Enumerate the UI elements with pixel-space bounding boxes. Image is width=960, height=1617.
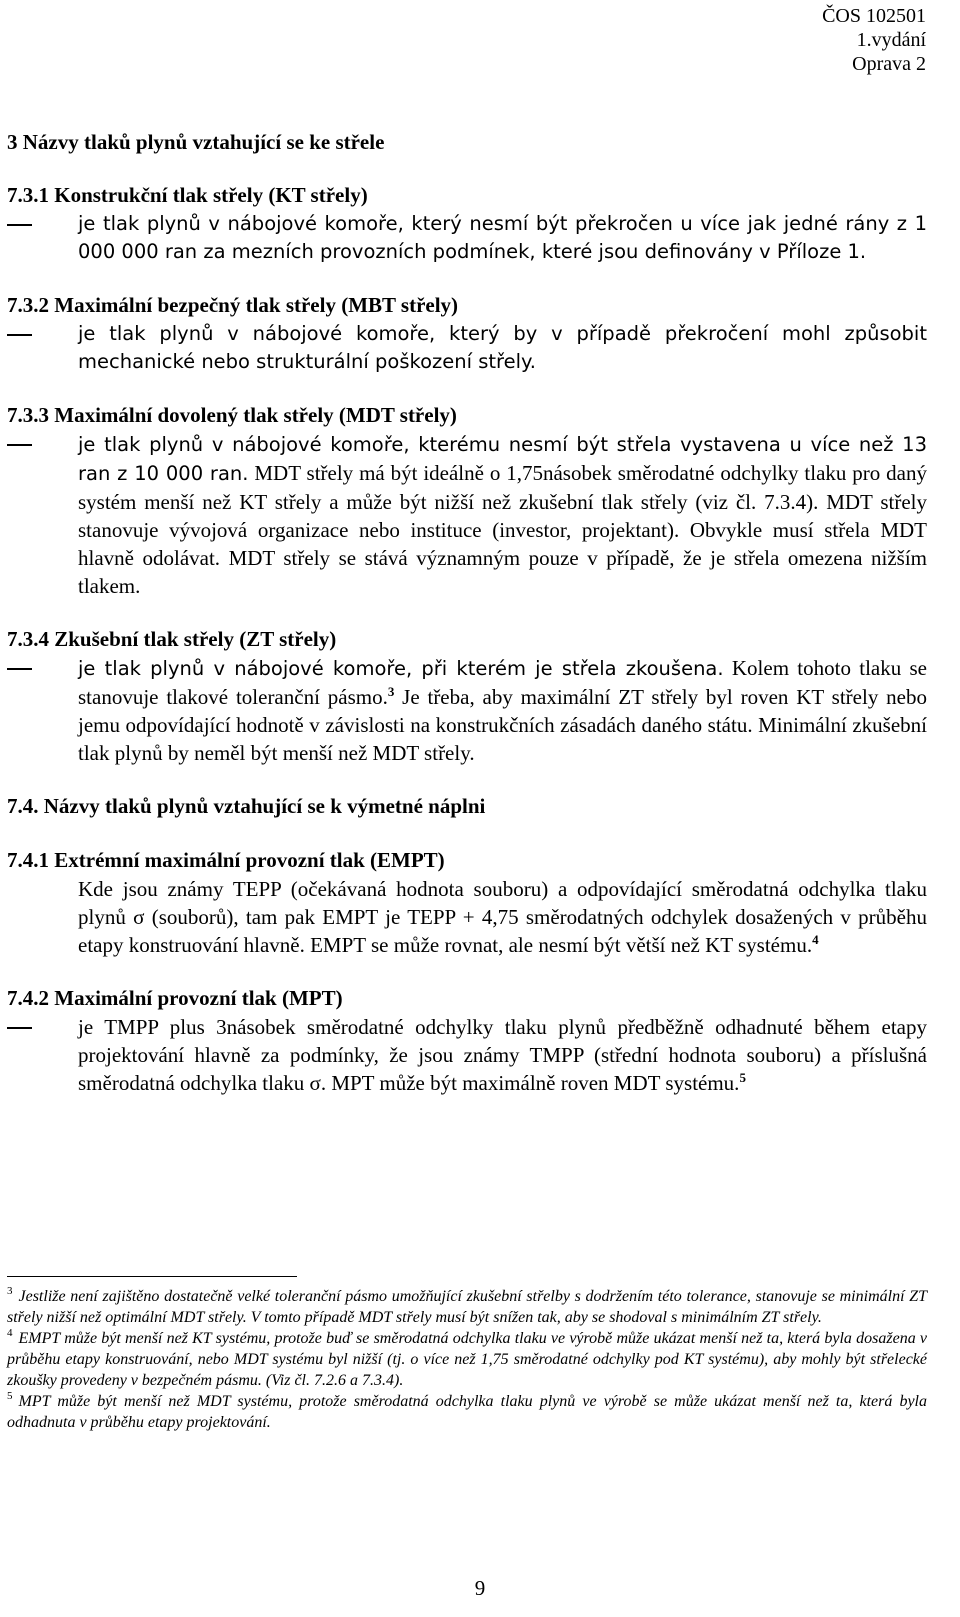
subsection-title: 7.4.1 Extrémní maximální provozní tlak (EMPT)	[7, 848, 445, 872]
footnote-number: 4	[7, 1327, 13, 1339]
dash-bullet	[7, 444, 32, 446]
subsection-7-4-1	[7, 846, 927, 959]
definition-text-part: je tlak plynů v nábojové komoře, při kterém je střela zkoušena.	[78, 657, 724, 680]
subsection-7-3-2	[7, 291, 927, 376]
footnote	[7, 1391, 927, 1433]
subsection-title: 7.4.2 Maximální provozní tlak (MPT)	[7, 986, 343, 1010]
footnote	[7, 1328, 927, 1391]
definition-text-part: je tlak plynů v nábojové komoře, kterému nesmí být střela vystavena u více než 13 ran z 10 000 ran.	[78, 433, 927, 485]
footnote-separator	[7, 1276, 297, 1277]
definition-item	[7, 210, 927, 266]
definition-text-part: je TMPP plus 3násobek směrodatné odchylky tlaku plynů předběžně odhadnuté během etapy projektování hlavně za podmínky, že jsou známy TMPP (střední hodnota souboru) a příslušná směrodatná odchylka tlaku σ. MPT může být maximálně roven MDT systému.	[78, 1015, 927, 1095]
definition-text	[78, 430, 927, 600]
footnote-text: EMPT může být menší než KT systému, protože buď se směrodatná odchylka tlaku ve výrobě může ukázat menší než ta, která byla dosažena v průběhu etapy konstruování, nebo MDT systému byl nižší (tj. o více než 1,75 směrodatné odchylky pod KT systému), aby mohly být střelecké zkoušky provedeny v bezpečném pásmu. (Viz čl. 7.2.6 a 7.3.4).	[7, 1330, 927, 1389]
subsection-7-3-3	[7, 401, 927, 600]
definition-item	[7, 875, 927, 959]
subsection-7-4	[7, 792, 927, 821]
footnote-reference[interactable]: 3	[387, 684, 395, 699]
footnote-reference[interactable]: 4	[812, 932, 819, 947]
dash-bullet	[7, 334, 32, 336]
standard-number: ČOS 102501	[822, 5, 926, 27]
definition-item	[7, 320, 927, 376]
subsection-7-4-2	[7, 984, 927, 1097]
dash-bullet	[7, 1027, 32, 1029]
definition-item	[7, 1013, 927, 1097]
footnote-number: 5	[7, 1390, 13, 1402]
subsection-7-3-1	[7, 181, 927, 266]
subsection-7-3-4	[7, 625, 927, 767]
document-body	[7, 128, 927, 1122]
definition-text: je tlak plynů v nábojové komoře, který nesmí být překročen u více jak jedné rány z 1 000 000 ran za mezních provozních podmínek, které jsou definovány v Příloze 1.	[78, 212, 927, 263]
subsection-title: 7.3.4 Zkušební tlak střely (ZT střely)	[7, 627, 337, 651]
definition-item	[7, 430, 927, 600]
page-number: 9	[474, 1576, 486, 1600]
document-header	[822, 4, 926, 76]
definition-text-part: Kde jsou známy TEPP (očekávaná hodnota souboru) a odpovídající směrodatná odchylka tlaku plynů σ (souborů), tam pak EMPT je TEPP + 4,75 směrodatných odchylek dosažených v průběhu etapy konstruování hlavně. EMPT se může rovnat, ale nesmí být větší než KT systému.	[78, 877, 927, 957]
footnote-text: Jestliže není zajištěno dostatečně velké toleranční pásmo umožňující zkušební střelby s dodržením této tolerance, stanovuje se minimální ZT střely nižší než optimální MDT střely. V tomto případě MDT střely musí být snížen tak, aby se shodoval s minimálním ZT střely.	[7, 1288, 927, 1326]
dash-bullet	[7, 668, 32, 670]
amendment: Oprava 2	[852, 53, 926, 75]
definition-text-part: Je třeba, aby maximální ZT střely byl roven KT střely nebo jemu odpovídající hodnotě v závislosti na konstrukčních zásadách daného státu. Minimální zkušební tlak plynů by neměl být menší než MDT střely.	[78, 685, 927, 765]
definition-text-part: MDT střely má být ideálně o 1,75násobek směrodatné odchylky tlaku pro daný systém menší než KT střely a může být nižší než zkušební tlak střely (viz čl. 7.3.4). MDT střely stanovuje vývojová organizace nebo instituce (investor, projektant). Obvykle musí střela MDT hlavně odolávat. MDT střely se stává významným pouze v případě, že je střela omezena nižším tlakem.	[78, 461, 927, 598]
section-title: 3 Názvy tlaků plynů vztahující se ke střele	[7, 130, 385, 154]
edition: 1.vydání	[856, 29, 926, 51]
definition-text-part: Kolem tohoto tlaku se stanovuje tlakové toleranční pásmo.	[78, 656, 928, 709]
dash-bullet	[7, 224, 32, 226]
footnotes	[7, 1286, 927, 1433]
subsection-title: 7.4. Názvy tlaků plynů vztahující se k výmetné náplni	[7, 794, 486, 818]
footnote-number: 3	[7, 1285, 13, 1297]
definition-text: je tlak plynů v nábojové komoře, který by v případě překročení mohl způsobit mechanické nebo strukturální poškození střely.	[78, 322, 927, 373]
definition-text	[78, 654, 927, 767]
definition-text	[78, 1013, 927, 1097]
footnote-text: MPT může být menší než MDT systému, protože směrodatná odchylka tlaku plynů ve výrobě se může ukázat menší než ta, která byla odhadnuta v průběhu etapy projektování.	[7, 1393, 927, 1431]
subsection-title: 7.3.1 Konstrukční tlak střely (KT střely)	[7, 183, 368, 207]
subsection-title: 7.3.2 Maximální bezpečný tlak střely (MBT střely)	[7, 293, 459, 317]
definition-item	[7, 654, 927, 767]
footnote	[7, 1286, 927, 1328]
subsection-title: 7.3.3 Maximální dovolený tlak střely (MDT střely)	[7, 403, 457, 427]
footnote-reference[interactable]: 5	[739, 1070, 746, 1085]
definition-text	[78, 875, 927, 959]
